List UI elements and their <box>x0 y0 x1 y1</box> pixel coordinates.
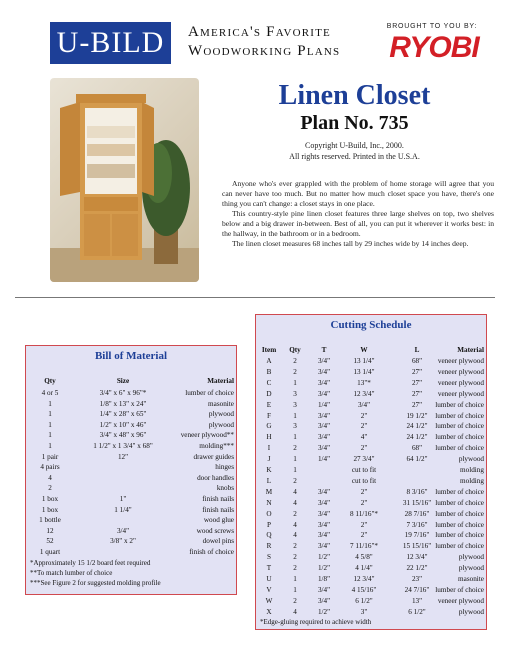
bom-cell-qty: 1 <box>48 442 52 450</box>
table-row <box>256 520 486 531</box>
bom-cell-size: 3/4" x 6" x 96"* <box>99 389 147 397</box>
bom-cell-qty: 52 <box>46 537 54 546</box>
cut-cell-l: 22 1/2" <box>406 564 428 573</box>
table-row <box>26 515 236 526</box>
copyright-line2: All rights reserved. Printed in the U.S.A. <box>289 152 420 161</box>
table-row <box>256 411 486 422</box>
table-row <box>256 421 486 432</box>
cut-header-qty: Qty <box>289 346 301 354</box>
cut-cell-item: T <box>266 564 272 573</box>
linen-closet-illustration <box>50 78 199 282</box>
cut-cell-l: 19 1/2" <box>406 411 428 420</box>
cut-cell-w: cut to fit <box>351 466 377 474</box>
cut-cell-w: 12 3/4" <box>353 389 375 398</box>
cut-cell-t: 1/2" <box>317 607 331 616</box>
table-row <box>256 454 486 465</box>
cut-cell-t: 3/4" <box>317 422 331 431</box>
cut-cell-w: 12 3/4" <box>353 575 375 583</box>
table-row <box>256 563 486 574</box>
cut-cell-material: lumber of choice <box>435 542 484 551</box>
cut-cell-item: K <box>266 466 272 474</box>
cut-cell-item: U <box>266 575 272 583</box>
bom-cell-qty: 1 <box>48 410 52 419</box>
cut-cell-qty: 1 <box>293 433 297 442</box>
cut-cell-t: 3/4" <box>317 509 331 518</box>
table-row <box>256 389 486 400</box>
cut-cell-w: 13 1/4" <box>353 357 375 365</box>
cut-cell-item: M <box>265 487 273 496</box>
cut-cell-t: 3/4" <box>317 433 331 442</box>
cut-cell-t: 3/4" <box>317 498 331 507</box>
cut-header-t: T <box>321 346 327 354</box>
cut-cell-item: C <box>266 378 272 387</box>
cut-cell-item: X <box>266 607 272 616</box>
cut-cell-qty: 2 <box>293 509 297 518</box>
bom-header-material: Material <box>207 377 234 385</box>
bom-cell-material: hinges <box>215 463 234 472</box>
cut-cell-t: 3/4" <box>317 585 331 594</box>
table-row <box>256 541 486 552</box>
table-row <box>256 574 486 585</box>
page-title: Linen Closet <box>278 80 431 111</box>
bom-cell-size: 1 1/4" <box>114 505 132 514</box>
cut-cell-item: W <box>265 596 273 605</box>
cut-cell-material: plywood <box>458 553 484 562</box>
cut-cell-l: 64 1/2" <box>406 455 428 464</box>
bom-cell-size: 1/8" x 13" x 24" <box>99 399 147 408</box>
cut-cell-t: 3/4" <box>317 596 331 605</box>
cut-cell-qty: 4 <box>293 520 297 529</box>
bom-cell-qty: 4 or 5 <box>41 389 59 397</box>
cut-cell-qty: 2 <box>293 357 297 365</box>
cut-cell-material: plywood <box>458 607 484 616</box>
bom-cell-material: masonite <box>208 399 234 408</box>
cut-cell-material: veneer plywood <box>437 378 484 387</box>
cut-header-l: L <box>414 346 420 354</box>
cut-cell-w: 7 11/16"* <box>349 542 379 551</box>
bom-footnote: *Approximately 15 1/2 board feet required <box>30 558 151 567</box>
bom-cell-size: 1 1/2" x 1 3/4" x 68" <box>93 442 153 450</box>
cut-cell-qty: 4 <box>293 607 297 616</box>
cut-cell-l: 12 3/4" <box>406 553 428 562</box>
cut-cell-material: veneer plywood <box>437 367 484 376</box>
copyright-line1: Copyright U-Build, Inc., 2000. <box>305 141 404 150</box>
cut-cell-material: veneer plywood <box>437 357 484 365</box>
cut-cell-t: 3/4" <box>317 389 331 398</box>
cut-cell-t: 1/4" <box>317 400 331 409</box>
table-row <box>256 552 486 563</box>
cut-cell-w: 27 3/4" <box>353 455 375 464</box>
cut-cell-qty: 2 <box>293 596 297 605</box>
table-row <box>26 452 236 463</box>
bom-footnote: ***See Figure 2 for suggested molding profile <box>30 578 161 587</box>
bom-cell-size: 1/4" x 28" x 65" <box>99 410 147 419</box>
cut-cell-l: 31 15/16" <box>402 498 432 507</box>
cut-cell-w: 2" <box>360 520 368 529</box>
cut-cell-item: S <box>267 553 271 562</box>
cut-cell-l: 23" <box>411 575 423 583</box>
cut-cell-l: 27" <box>411 400 423 409</box>
table-row <box>256 476 486 487</box>
cut-cell-w: 4 1/4" <box>355 564 373 573</box>
table-row <box>26 409 236 420</box>
table-row <box>26 473 236 484</box>
table-row <box>26 430 236 441</box>
cut-cell-w: 3" <box>360 607 368 616</box>
cut-cell-item: R <box>266 542 272 551</box>
tagline-line2: Woodworking Plans <box>188 43 341 59</box>
cut-cell-t: 3/4" <box>317 531 331 540</box>
cut-cell-t: 3/4" <box>317 542 331 551</box>
table-row <box>256 465 486 476</box>
cut-cell-l: 27" <box>411 367 423 376</box>
cut-cell-w: cut to fit <box>351 476 377 485</box>
cut-cell-qty: 1 <box>293 455 297 464</box>
cut-cell-item: Q <box>266 531 272 540</box>
intro-text <box>222 179 494 249</box>
bom-cell-material: finish nails <box>202 495 234 503</box>
cut-cell-l: 28 7/16" <box>404 509 430 518</box>
table-row <box>26 483 236 494</box>
section-divider <box>15 297 495 298</box>
cut-cell-qty: 2 <box>293 564 297 573</box>
bom-cell-size: 1" <box>119 495 127 503</box>
bom-cell-size: 3/4" x 48" x 96" <box>99 431 147 440</box>
cut-cell-qty: 2 <box>293 542 297 551</box>
cut-cell-qty: 1 <box>293 466 297 474</box>
table-row <box>256 498 486 509</box>
cut-cell-item: N <box>266 498 272 507</box>
cut-cell-qty: 4 <box>293 498 297 507</box>
bom-cell-material: door handles <box>197 473 234 482</box>
cut-cell-item: G <box>266 422 272 431</box>
intro-paragraph: This country-style pine linen closet features three large shelves on top, two shelves below and a big drawer in-between. Best of all, you can put it wherever it works best: in the hallway, in the bathroom or in a bedroom. <box>222 209 494 238</box>
cut-header-row <box>256 345 486 356</box>
cut-cell-l: 24 1/2" <box>406 433 428 442</box>
bom-cell-material: finish of choice <box>189 548 234 556</box>
cut-cell-item: F <box>267 411 271 420</box>
table-row <box>256 356 486 367</box>
cut-cell-item: D <box>266 389 272 398</box>
cut-header-w: W <box>360 346 368 354</box>
table-row <box>256 607 486 618</box>
bom-cell-qty: 1 pair <box>41 452 59 461</box>
cut-cell-item: I <box>267 444 271 453</box>
bom-cell-material: dowel pins <box>202 537 234 546</box>
cut-cell-qty: 2 <box>293 367 297 376</box>
cut-cell-w: 2" <box>360 487 368 496</box>
cut-cell-t: 3/4" <box>317 411 331 420</box>
cut-cell-qty: 2 <box>293 476 297 485</box>
bom-cell-qty: 4 <box>48 473 52 482</box>
cut-cell-qty: 3 <box>293 389 297 398</box>
tagline-line1: America's Favorite <box>188 24 331 40</box>
bom-cell-qty: 4 pairs <box>40 463 60 472</box>
cutting-schedule-panel <box>255 314 487 630</box>
cut-cell-item: P <box>267 520 271 529</box>
cut-header-material: Material <box>457 346 484 354</box>
table-row <box>256 378 486 389</box>
cut-cell-qty: 2 <box>293 444 297 453</box>
cut-cell-material: molding <box>460 476 484 485</box>
cut-cell-l: 15 15/16" <box>402 542 432 551</box>
cut-cell-material: plywood <box>458 455 484 464</box>
cut-cell-t: 1/8" <box>317 575 331 583</box>
cut-cell-t: 3/4" <box>317 357 331 365</box>
cut-cell-material: lumber of choice <box>435 498 484 507</box>
table-row <box>256 585 486 596</box>
bom-footnote: **To match lumber of choice <box>30 568 113 577</box>
cut-cell-l: 6 1/2" <box>408 607 426 616</box>
cut-cell-l: 27" <box>411 389 423 398</box>
cut-cell-material: lumber of choice <box>435 444 484 453</box>
table-row <box>26 494 236 505</box>
table-row <box>256 432 486 443</box>
cut-cell-l: 68" <box>411 444 423 453</box>
cut-cell-qty: 3 <box>293 422 297 431</box>
cut-cell-qty: 1 <box>293 378 297 387</box>
cut-cell-w: 4 5/8" <box>355 553 373 562</box>
cut-cell-t: 1/4" <box>317 455 331 464</box>
cut-cell-l: 8 3/16" <box>406 487 428 496</box>
bom-cell-qty: 1 box <box>41 495 59 503</box>
cut-cell-w: 2" <box>360 422 368 431</box>
cut-cell-w: 2" <box>360 531 368 540</box>
table-row <box>26 536 236 547</box>
bom-cell-material: drawer guides <box>193 452 234 461</box>
cut-cell-w: 4" <box>360 433 368 442</box>
cut-cell-material: molding <box>460 466 484 474</box>
bill-of-material-title: Bill of Material <box>94 350 168 362</box>
cut-cell-material: plywood <box>458 564 484 573</box>
cut-cell-qty: 1 <box>293 575 297 583</box>
bom-cell-qty: 1 <box>48 399 52 408</box>
cut-cell-material: veneer plywood <box>437 389 484 398</box>
intro-paragraph: Anyone who's ever grappled with the problem of home storage will agree that you can never have too much. But no matter how much closet space you have, there's one thing you can't change: a closet stays in one place. <box>222 179 494 208</box>
table-row <box>256 443 486 454</box>
bom-cell-size: 12" <box>117 452 129 461</box>
bom-cell-size: 1/2" x 10" x 46" <box>99 420 147 429</box>
cut-cell-l: 24 1/2" <box>406 422 428 431</box>
intro-paragraph: The linen closet measures 68 inches tall by 29 inches wide by 14 inches deep. <box>232 239 469 248</box>
linen-closet-photo <box>50 78 199 282</box>
bom-cell-qty: 12 <box>46 526 54 535</box>
cut-cell-material: lumber of choice <box>435 520 484 529</box>
bom-header-size: Size <box>116 377 130 385</box>
cut-cell-l: 7 3/16" <box>406 520 428 529</box>
cut-cell-item: J <box>267 455 271 464</box>
bom-cell-material: plywood <box>208 420 234 429</box>
bom-cell-material: veneer plywood** <box>180 431 234 440</box>
table-row <box>256 509 486 520</box>
table-row <box>26 505 236 516</box>
bom-cell-material: molding*** <box>199 442 234 450</box>
bom-cell-material: lumber of choice <box>185 389 234 397</box>
cut-cell-w: 6 1/2" <box>355 596 373 605</box>
cut-cell-item: V <box>266 585 272 594</box>
cut-cell-t: 1/2" <box>317 564 331 573</box>
cut-cell-w: 13"* <box>357 378 371 387</box>
cut-cell-item: H <box>266 433 272 442</box>
cut-cell-qty: 1 <box>293 411 297 420</box>
cut-note: *Edge-gluing required to achieve width <box>260 617 372 626</box>
cut-cell-item: O <box>266 509 272 518</box>
cut-cell-w: 13 1/4" <box>353 367 375 376</box>
cut-cell-w: 3/4" <box>357 400 371 409</box>
bom-cell-qty: 1 bottle <box>39 516 61 525</box>
cut-cell-t: 3/4" <box>317 487 331 496</box>
cut-cell-t: 3/4" <box>317 367 331 376</box>
bom-cell-qty: 1 box <box>41 505 59 514</box>
table-row <box>256 596 486 607</box>
bom-cell-qty: 1 <box>48 431 52 440</box>
cut-cell-material: masonite <box>458 575 484 583</box>
cut-cell-t: 3/4" <box>317 444 331 453</box>
cutting-schedule-title: Cutting Schedule <box>330 319 412 331</box>
cut-cell-qty: 4 <box>293 487 297 496</box>
bom-cell-qty: 1 <box>48 420 52 429</box>
table-row <box>256 367 486 378</box>
cut-header-item: Item <box>261 346 277 354</box>
sponsor-label: BROUGHT TO YOU BY: <box>386 23 478 30</box>
bom-header-qty: Qty <box>44 377 56 385</box>
cut-cell-item: E <box>266 400 272 409</box>
cut-cell-w: 2" <box>360 411 368 420</box>
table-row <box>26 526 236 537</box>
cut-cell-w: 2" <box>360 444 368 453</box>
bom-cell-size: 3/4" <box>116 526 130 535</box>
table-row <box>26 441 236 452</box>
bom-cell-qty: 2 <box>48 484 52 493</box>
cut-cell-l: 27" <box>411 378 423 387</box>
table-row <box>26 547 236 558</box>
cut-cell-qty: 2 <box>293 553 297 562</box>
cut-cell-l: 68" <box>411 357 423 365</box>
cut-cell-l: 24 7/16" <box>404 585 430 594</box>
cut-cell-item: L <box>266 476 272 485</box>
table-row <box>256 400 486 411</box>
cut-cell-t: 3/4" <box>317 378 331 387</box>
cut-cell-item: A <box>266 357 272 365</box>
cut-cell-material: lumber of choice <box>435 400 484 409</box>
cut-cell-t: 1/2" <box>317 553 331 562</box>
cut-cell-w: 2" <box>360 498 368 507</box>
table-row <box>256 487 486 498</box>
table-row <box>26 388 236 399</box>
bom-header-row <box>26 376 236 387</box>
bom-cell-material: plywood <box>208 410 234 419</box>
cut-cell-material: lumber of choice <box>435 487 484 496</box>
cut-cell-qty: 1 <box>293 585 297 594</box>
plan-number: Plan No. 735 <box>300 112 409 134</box>
cut-cell-w: 8 11/16"* <box>349 509 379 518</box>
table-row <box>26 399 236 410</box>
ryobi-logo: RYOBI <box>389 31 479 64</box>
table-row <box>26 462 236 473</box>
bom-cell-qty: 1 quart <box>39 548 61 556</box>
bom-cell-material: knobs <box>216 484 234 493</box>
cut-cell-material: lumber of choice <box>435 585 484 594</box>
cut-cell-item: B <box>266 367 272 376</box>
bom-cell-material: wood screws <box>196 526 234 535</box>
table-row <box>256 530 486 541</box>
cut-cell-material: lumber of choice <box>435 531 484 540</box>
cut-cell-material: lumber of choice <box>435 411 484 420</box>
bill-of-material-panel <box>25 345 237 595</box>
cut-cell-material: lumber of choice <box>435 433 484 442</box>
cut-cell-material: veneer plywood <box>437 596 484 605</box>
table-row <box>26 420 236 431</box>
cut-cell-l: 13" <box>411 596 423 605</box>
u-bild-logo: U-BILD <box>50 22 171 64</box>
bom-cell-size: 3/8" x 2" <box>110 537 136 546</box>
bom-cell-material: wood glue <box>203 516 234 525</box>
bom-cell-material: finish nails <box>202 505 234 514</box>
cut-cell-w: 4 15/16" <box>351 585 377 594</box>
cut-cell-material: lumber of choice <box>435 422 484 431</box>
cut-cell-qty: 4 <box>293 531 297 540</box>
cut-cell-qty: 3 <box>293 400 297 409</box>
cut-cell-l: 19 7/16" <box>404 531 430 540</box>
cut-cell-t: 3/4" <box>317 520 331 529</box>
cut-cell-material: lumber of choice <box>435 509 484 518</box>
